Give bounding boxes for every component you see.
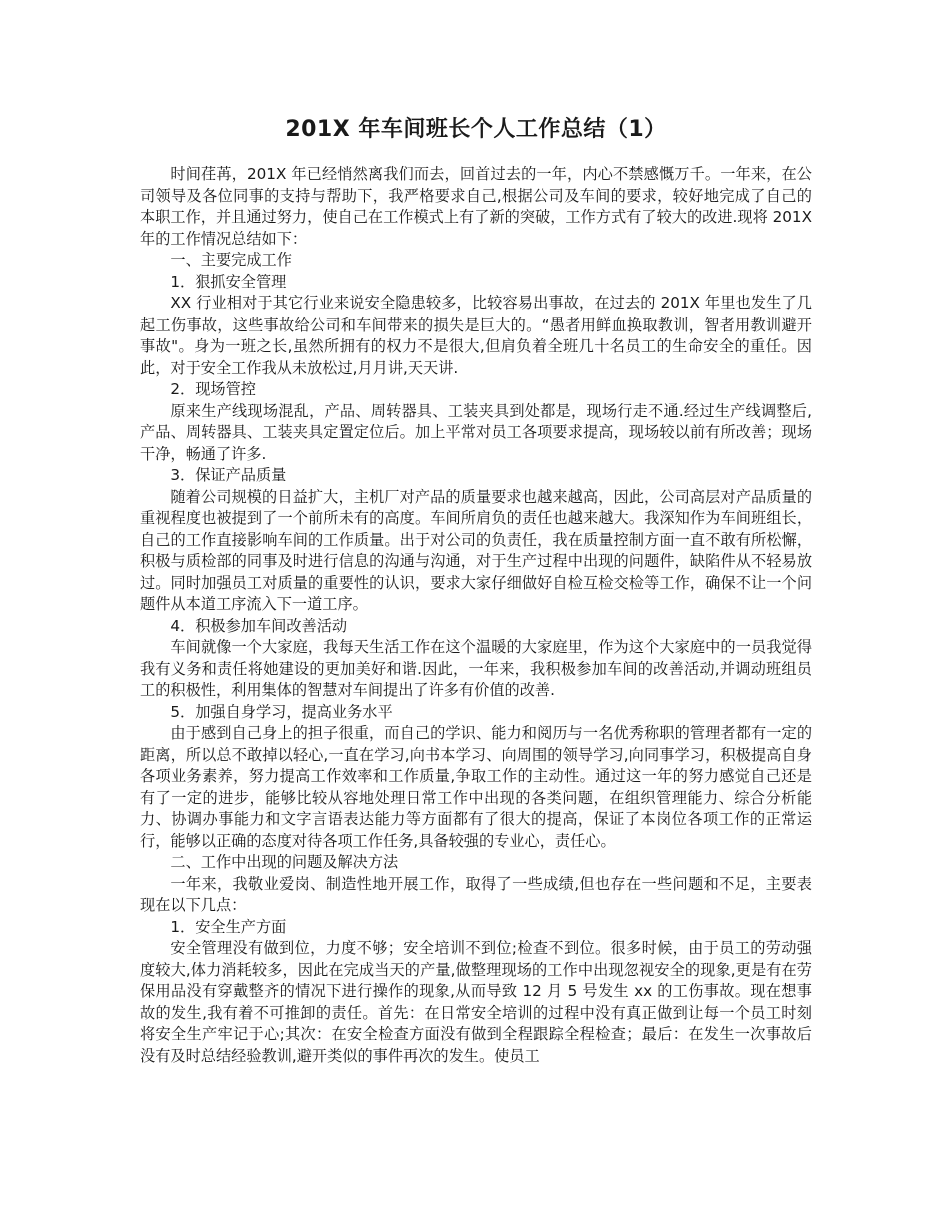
paragraph: 安全管理没有做到位，力度不够；安全培训不到位;检查不到位。很多时候，由于员工的劳动强度较大,体力消耗较多，因此在完成当天的产量,做整理现场的工作中出现忽视安全的现象,更是有在劳保用品没有穿戴整齐的情况下进行操作的现象,从而导致 12 月 5 号发生 xx 的工伤事故。现在想事故的发生,我有着不可推卸的责任。首先：在日常安全培训的过程中没有真正做到让每一个员工时刻将安全生产牢记于心;其次：在安全检查方面没有做到全程跟踪全程检查；最后：在发生一次事故后没有及时总结经验教训,避开类似的事件再次的发生。使员工 — [140, 939, 812, 1065]
paragraph: 车间就像一个大家庭，我每天生活工作在这个温暖的大家庭里，作为这个大家庭中的一员我觉得我有义务和责任将她建设的更加美好和谐.因此，一年来，我积极参加车间的改善活动,并调动班组员工的积极性，利用集体的智慧对车间提出了许多有价值的改善. — [140, 638, 812, 699]
paragraph: 时间荏苒，201X 年已经悄然离我们而去，回首过去的一年，内心不禁感慨万千。一年来，在公司领导及各位同事的支持与帮助下，我严格要求自己,根据公司及车间的要求，较好地完成了自己的本职工作，并且通过努力，使自己在工作模式上有了新的突破，工作方式有了较大的改进.现将 201X 年的工作情况总结如下： — [140, 165, 812, 248]
section-heading: 一、主要完成工作 — [170, 251, 292, 269]
section-heading: 2．现场管控 — [170, 380, 256, 398]
paragraph: 由于感到自己身上的担子很重，而自己的学识、能力和阅历与一名优秀称职的管理者都有一定的距离，所以总不敢掉以轻心,一直在学习,向书本学习、向周围的领导学习,向同事学习，积极提高自身各项业务素养，努力提高工作效率和工作质量,争取工作的主动性。通过这一年的努力感觉自己还是有了一定的进步，能够比较从容地处理日常工作中出现的各类问题，在组织管理能力、综合分析能力、协调办事能力和文字言语表达能力等方面都有了很大的提高，保证了本岗位各项工作的正常运行，能够以正确的态度对待各项工作任务,具备较强的专业心，责任心。 — [140, 724, 812, 850]
section-heading: 二、工作中出现的问题及解决方法 — [170, 853, 399, 871]
paragraph: 随着公司规模的日益扩大，主机厂对产品的质量要求也越来越高，因此，公司高层对产品质量的重视程度也被提到了一个前所未有的高度。车间所肩负的责任也越来越大。我深知作为车间班组长，自己的工作直接影响车间的工作质量。出于对公司的负责任，我在质量控制方面一直不敢有所松懈，积极与质检部的同事及时进行信息的沟通与沟通，对于生产过程中出现的问题件，缺陷件从不轻易放过。同时加强员工对质量的重要性的认识，要求大家仔细做好自检互检交检等工作，确保不让一个问题件从本道工序流入下一道工序。 — [140, 487, 812, 613]
document-page — [140, 112, 812, 1222]
paragraph: XX 行业相对于其它行业来说安全隐患较多，比较容易出事故，在过去的 201X 年里也发生了几起工伤事故，这些事故给公司和车间带来的损失是巨大的。“愚者用鲜血换取教训，智者用教训避开事故"。身为一班之长,虽然所拥有的权力不是很大,但肩负着全班几十名员工的生命安全的重任。因此，对于安全工作我从未放松过,月月讲,天天讲. — [140, 294, 812, 377]
section-heading: 3．保证产品质量 — [170, 466, 287, 484]
section-heading: 1．狠抓安全管理 — [170, 272, 287, 291]
section-heading: 5．加强自身学习，提高业务水平 — [170, 702, 393, 721]
section-heading: 4．积极参加车间改善活动 — [170, 616, 348, 635]
section-heading: 1．安全生产方面 — [170, 917, 287, 936]
paragraph: 一年来，我敬业爱岗、制造性地开展工作，取得了一些成绩,但也存在一些问题和不足，主要表现在以下几点： — [140, 874, 812, 914]
document-title: 201X 年车间班长个人工作总结（1） — [285, 117, 667, 142]
paragraph: 原来生产线现场混乱，产品、周转器具、工装夹具到处都是，现场行走不通.经过生产线调整后,产品、周转器具、工装夹具定置定位后。加上平常对员工各项要求提高，现场较以前有所改善；现场干净，畅通了许多. — [140, 401, 812, 463]
document-body — [140, 164, 812, 1067]
